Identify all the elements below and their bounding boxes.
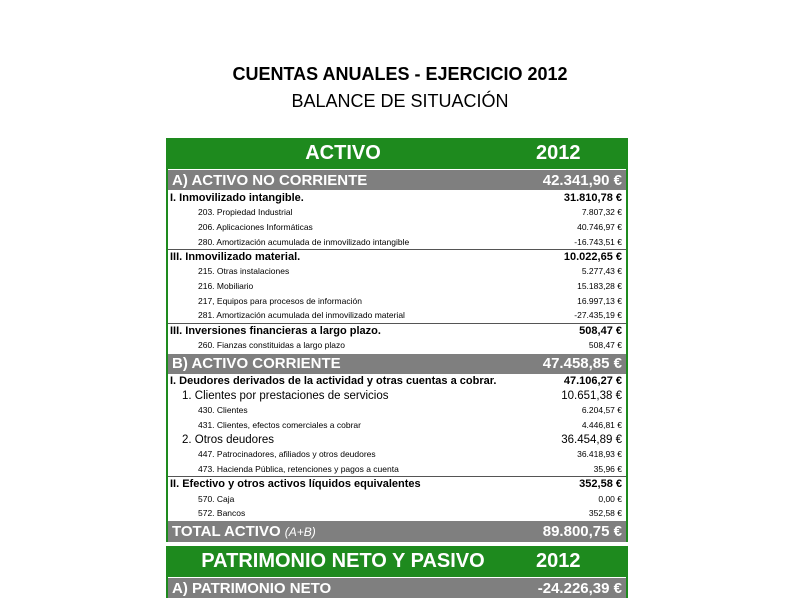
- group-value: 31.810,78 €: [563, 191, 622, 204]
- section-label: B) ACTIVO CORRIENTE: [172, 355, 341, 372]
- group-value: 352,58 €: [579, 478, 622, 491]
- activo-header-year: 2012: [536, 142, 581, 164]
- subgroup-value: 10.651,38 €: [561, 389, 622, 402]
- item-label: 260. Fianzas constituidas a largo plazo: [198, 340, 345, 351]
- subgroup-label: 2. Otros deudores: [182, 433, 275, 446]
- total-activo-label-wrap: [172, 523, 316, 540]
- activo-table: [166, 138, 628, 542]
- total-activo-row: [168, 521, 626, 542]
- section-value: -24.226,39 €: [537, 579, 622, 597]
- item-value: -27.435,19 €: [574, 310, 622, 321]
- item-row: [168, 447, 626, 462]
- item-row: [168, 491, 626, 506]
- group-label: III. Inversiones financieras a largo plazo.: [170, 324, 381, 337]
- subgroup-label: 1. Clientes por prestaciones de servicios: [182, 389, 389, 402]
- section-label: A) PATRIMONIO NETO: [172, 579, 332, 597]
- document-subtitle: BALANCE DE SITUACIÓN: [291, 91, 509, 111]
- document-title: CUENTAS ANUALES - EJERCICIO 2012: [232, 64, 568, 84]
- item-value: 508,47 €: [588, 340, 622, 351]
- item-label: 572. Bancos: [198, 508, 246, 519]
- item-label: 473. Hacienda Pública, retenciones y pagos a cuenta: [198, 463, 399, 474]
- total-activo-value: 89.800,75 €: [542, 522, 622, 540]
- item-label: 430. Clientes: [198, 405, 248, 416]
- group-row: [168, 323, 626, 338]
- group-value: 47.106,27 €: [563, 375, 622, 387]
- item-value: 16.997,13 €: [577, 295, 622, 306]
- item-row: [168, 418, 626, 433]
- item-row: [168, 264, 626, 279]
- item-row: [168, 308, 626, 323]
- pasivo-header-label: PATRIMONIO NETO Y PASIVO: [201, 550, 485, 572]
- item-row: [168, 220, 626, 235]
- item-row: [168, 506, 626, 521]
- item-row: [168, 462, 626, 477]
- activo-header: [168, 138, 626, 169]
- pasivo-header: [168, 546, 626, 577]
- item-row: [168, 279, 626, 294]
- subgroup-value: 36.454,89 €: [561, 433, 622, 446]
- total-activo-label: TOTAL ACTIVO: [172, 522, 281, 540]
- total-activo-suffix: (A+B): [284, 524, 316, 539]
- group-row: [168, 476, 626, 491]
- item-value: 35,96 €: [593, 463, 622, 474]
- item-value: -16.743,51 €: [574, 236, 622, 247]
- section-row: [168, 577, 626, 598]
- item-label: 280. Amortización acumulada de inmovilizado intangible: [198, 236, 410, 247]
- item-value: 36.418,93 €: [577, 449, 622, 460]
- item-row: [168, 338, 626, 353]
- group-label: I. Inmovilizado intangible.: [170, 191, 304, 204]
- item-row: [168, 205, 626, 220]
- item-row: [168, 403, 626, 418]
- item-row: [168, 234, 626, 249]
- item-label: 217, Equipos para procesos de información: [198, 295, 362, 306]
- item-label: 206. Aplicaciones Informáticas: [198, 222, 313, 233]
- item-label: 203. Propiedad Industrial: [198, 207, 293, 218]
- item-label: 570. Caja: [198, 493, 235, 504]
- item-value: 352,58 €: [588, 508, 622, 519]
- item-value: 5.277,43 €: [581, 266, 622, 277]
- item-label: 447. Patrocinadores, afiliados y otros deudores: [198, 449, 376, 460]
- subgroup-row: [168, 389, 626, 404]
- section-value: 42.341,90 €: [542, 171, 622, 189]
- section-value: 47.458,85 €: [542, 355, 622, 372]
- item-value: 40.746,97 €: [577, 222, 622, 233]
- group-row: [168, 249, 626, 264]
- group-row: [168, 374, 626, 389]
- pasivo-table: [166, 546, 628, 598]
- item-value: 0,00 €: [598, 493, 622, 504]
- section-label: A) ACTIVO NO CORRIENTE: [172, 171, 368, 189]
- item-label: 215. Otras instalaciones: [198, 266, 290, 277]
- item-row: [168, 293, 626, 308]
- item-value: 4.446,81 €: [581, 420, 622, 431]
- group-value: 508,47 €: [579, 324, 622, 337]
- activo-header-label: ACTIVO: [305, 142, 381, 164]
- item-label: 281. Amortización acumulada del inmovilizado material: [198, 310, 405, 321]
- section-row: [168, 353, 626, 374]
- item-value: 15.183,28 €: [577, 281, 622, 292]
- item-value: 6.204,57 €: [581, 405, 622, 416]
- item-label: 431. Clientes, efectos comerciales a cobrar: [198, 420, 361, 431]
- group-label: II. Efectivo y otros activos líquidos equivalentes: [170, 478, 421, 491]
- item-value: 7.807,32 €: [581, 207, 622, 218]
- section-row: [168, 169, 626, 190]
- group-label: I. Deudores derivados de la actividad y otras cuentas a cobrar.: [170, 375, 497, 387]
- group-row: [168, 190, 626, 205]
- pasivo-header-year: 2012: [536, 550, 581, 572]
- group-value: 10.022,65 €: [563, 251, 622, 264]
- subgroup-row: [168, 432, 626, 447]
- item-label: 216. Mobiliario: [198, 281, 254, 292]
- group-label: III. Inmovilizado material.: [170, 251, 301, 264]
